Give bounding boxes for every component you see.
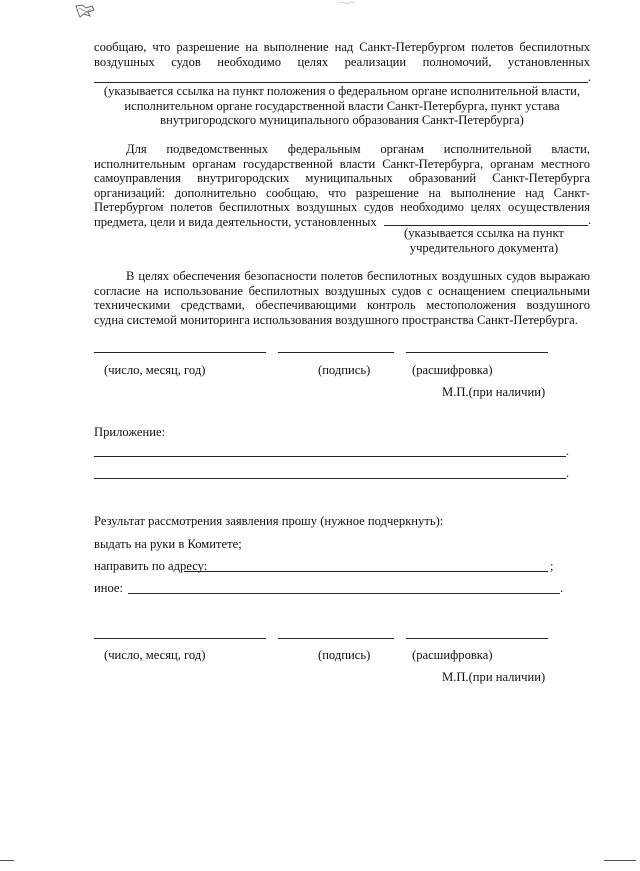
option-send-to-address[interactable]: направить по адресу: (94, 559, 208, 573)
text-line: самоуправления внутригородских муниципальных образований Санкт-Петербурга (94, 171, 590, 185)
note-authority-reference (94, 84, 590, 128)
text-line: техническими средствами, обеспечивающими контроль местоположения воздушного (94, 298, 590, 312)
text-line: согласие на использование беспилотных воздушных судов с оснащением специальными (94, 283, 590, 298)
note-line: учредительного документа) (409, 240, 559, 255)
line-end-dot: . (588, 213, 592, 227)
text-line: судна системой мониторинга использования воздушного пространства Санкт-Петербурга. (94, 312, 578, 327)
text-line: исполнительным органам государственной власти Санкт-Петербурга, органам местного (94, 156, 590, 171)
option-other[interactable]: иное: (94, 581, 124, 595)
scan-edge-mark (0, 860, 14, 861)
line-end-dot: . (560, 581, 564, 595)
line-end-dot: . (566, 466, 570, 480)
line-end-semicolon: ; (550, 559, 554, 573)
fill-in-line-authority[interactable] (94, 82, 588, 83)
date-label: (число, месяц, год) (104, 363, 206, 377)
name-input-line[interactable] (406, 352, 548, 353)
signature-input-line[interactable] (278, 352, 394, 353)
signature-input-line[interactable] (278, 638, 394, 639)
text-line: предмета, цели и вида деятельности, установленных (94, 214, 377, 229)
note-line: внутригородского муниципального образования Санкт-Петербурга) (160, 113, 524, 127)
paragraph-permission-authority (94, 40, 590, 69)
text-line: организаций: дополнительно сообщаю, что разрешение на выполнение над Санкт- (94, 185, 590, 200)
name-label: (расшифровка) (412, 648, 493, 662)
note-line: (указывается ссылка на пункт (404, 226, 564, 240)
note-charter-reference (378, 226, 590, 255)
name-input-line[interactable] (406, 638, 548, 639)
date-label: (число, месяц, год) (104, 648, 206, 662)
text-line: В целях обеспечения безопасности полетов беспилотных воздушных судов выражаю (126, 269, 590, 283)
scan-edge-mark (604, 860, 636, 861)
text-line: Петербургом полетов беспилотных воздушных судов необходимо целях осуществления (94, 200, 590, 214)
option-hand-delivery[interactable]: выдать на руки в Комитете; (94, 537, 242, 551)
line-end-dot: . (588, 70, 592, 84)
note-line: (указывается ссылка на пункт положения о федеральном органе исполнительной власти, (103, 84, 581, 98)
paragraph-subordinate-organizations (94, 142, 590, 229)
scan-artifact-icon (338, 0, 356, 6)
other-input-line[interactable] (128, 593, 560, 594)
date-input-line[interactable] (94, 352, 266, 353)
attachment-label: Приложение: (94, 425, 166, 439)
text-line: Для подведомственных федеральным органам исполнительной власти, (126, 142, 590, 156)
paragraph-safety-consent (94, 269, 590, 327)
attachment-input-line[interactable] (94, 478, 566, 479)
attachment-input-line[interactable] (94, 456, 566, 457)
signature-label: (подпись) (318, 648, 371, 662)
text-line: воздушных судов необходимо целях реализации полномочий, установленных (94, 54, 590, 69)
address-input-line[interactable] (184, 571, 548, 572)
note-line: исполнительном органе государственной власти Санкт-Петербурга, пункт устава (124, 98, 560, 113)
seal-label: М.П.(при наличии) (442, 385, 546, 399)
seal-label: М.П.(при наличии) (442, 670, 546, 684)
text-line: сообщаю, что разрешение на выполнение над Санкт-Петербургом полетов беспилотных (94, 40, 590, 54)
signature-label: (подпись) (318, 363, 371, 377)
date-input-line[interactable] (94, 638, 266, 639)
result-title: Результат рассмотрения заявления прошу (нужное подчеркнуть): (94, 514, 444, 528)
scan-artifact-icon (74, 4, 96, 18)
name-label: (расшифровка) (412, 363, 493, 377)
line-end-dot: . (566, 444, 570, 458)
